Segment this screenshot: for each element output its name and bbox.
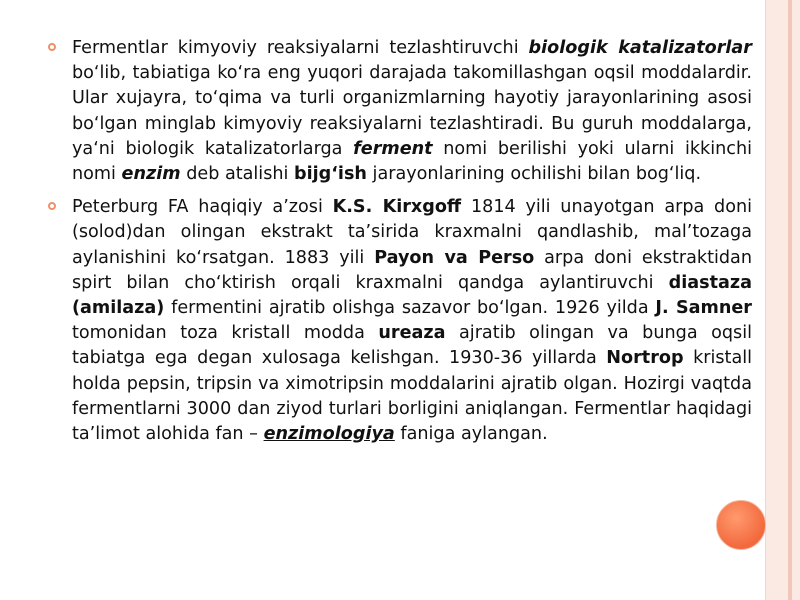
emphasis-biological-catalysts: biologik katalizatorlar	[528, 38, 752, 58]
emphasis-enzim: enzim	[121, 164, 181, 185]
emphasis-nortrop: Nortrop	[606, 348, 684, 369]
emphasis-payon-perso: Payon va Perso	[374, 247, 535, 268]
text-run: deb atalishi	[180, 164, 294, 185]
emphasis-kirxgoff: K.S. Kirxgoff	[332, 197, 462, 218]
emphasis-ferment: ferment	[353, 138, 433, 159]
emphasis-bijgish: bijg‘ish	[294, 164, 367, 185]
emphasis-diastaza: diastaza (amilaza)	[72, 272, 752, 319]
text-run: 1814 yili unayotgan arpa doni (solod)dan olingan ekstrakt ta’sirida kraxmalni qandlashib, mal’tozaga aylanishini ko‘rsatgan. 1883 yili	[72, 197, 753, 268]
emphasis-enzimologiya: enzimologiya	[263, 424, 395, 445]
emphasis-samner: J. Samner	[655, 298, 752, 319]
emphasis-ureaza: ureaza	[378, 323, 446, 344]
bullet-ring-icon	[48, 43, 56, 51]
text-run: bo‘lib, tabiatiga ko‘ra eng yuqori darajada takomillashgan oqsil moddalardir. Ular xujayra, to‘qima va turli organizmlarning hayotiy jarayonlarining asosi bo‘lgan minglab kimyoviy reaksiyalarni tezlashtiradi. Bu guruh moddalarga, ya‘ni biologik katalizatorlarga	[72, 63, 752, 159]
text-run: Fermentlar kimyoviy reaksiyalarni tezlashtiruvchi	[72, 38, 529, 58]
slide-content	[48, 36, 752, 455]
slide-side-decoration	[765, 0, 800, 600]
decorative-orange-circle	[716, 500, 766, 550]
text-run: kristall holda pepsin, tripsin va ximotripsin moddalarini ajratib olgan. Hozirgi vaqtda fermentlarni 3000 dan ziyod turlari borligini aniqlangan. Fermentlar haqidagi ta’limot alohida fan –	[72, 348, 752, 445]
side-decoration-line	[788, 0, 792, 600]
text-run: jarayonlarining ochilishi bilan bog‘liq.	[366, 164, 702, 185]
bullet-paragraph-enzyme-history	[48, 195, 752, 447]
bullet-paragraph-enzymes-definition	[48, 36, 752, 187]
text-run: faniga aylangan.	[394, 424, 548, 445]
text-run: Peterburg FA haqiqiy a’zosi	[72, 197, 333, 218]
text-run: arpa doni ekstraktidan spirt bilan cho‘ktirish orqali kraxmalni qandga aylantiruvchi	[72, 247, 752, 293]
text-run: fermentini ajratib olishga sazavor bo‘lgan. 1926 yilda	[164, 298, 656, 319]
text-run: nomi berilishi yoki ularni ikkinchi nomi	[72, 138, 752, 185]
text-run: ajratib olingan va bunga oqsil tabiatga ega degan xulosaga kelishgan. 1930-36 yillarda	[72, 323, 752, 369]
bullet-ring-icon	[48, 202, 56, 210]
text-run: tomonidan toza kristall modda	[72, 323, 379, 344]
